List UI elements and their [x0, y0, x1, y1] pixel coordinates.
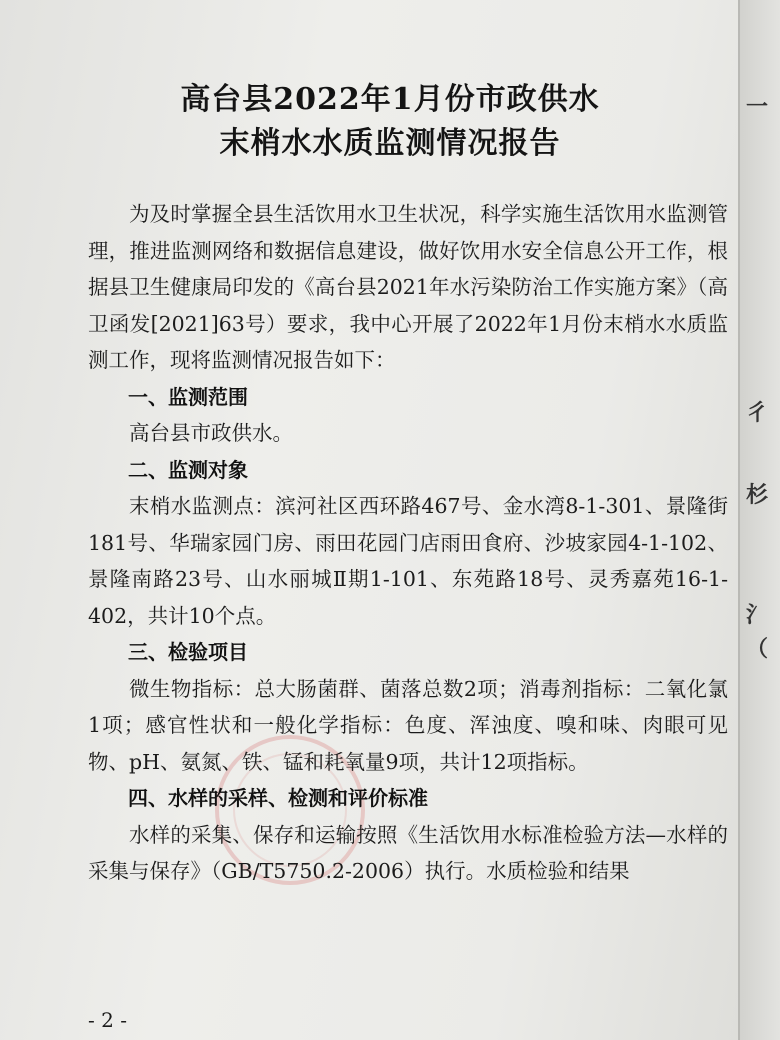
section-heading: 一、监测范围	[128, 384, 248, 409]
report-title-line1: 高台县2022年1月份市政供水	[180, 82, 600, 117]
body-paragraph: 高台县市政供水。	[129, 421, 293, 445]
adjacent-fragment: 杉	[746, 482, 769, 508]
report-body	[88, 196, 728, 890]
adjacent-fragment: （	[746, 636, 769, 662]
page-number: - 2 -	[88, 1008, 127, 1032]
body-paragraph: 水样的采集、保存和运输按照《生活饮用水标准检验方法—水样的采集与保存》（GB/T5750.2-2006）执行。水质检验和结果	[88, 822, 728, 883]
intro-paragraph: 为及时掌握全县生活饮用水卫生状况，科学实施生活饮用水监测管理，推进监测网络和数据信息建设，做好饮用水安全信息公开工作，根据县卫生健康局印发的《高台县2021年水污染防治工作实施方案》（高卫函发[2021]63号）要求，我中心开展了2022年1月份末梢水水质监测工作，现将监测情况报告如下：	[88, 202, 728, 372]
adjacent-fragment: 氵	[746, 602, 769, 628]
body-paragraph: 末梢水监测点：滨河社区西环路467号、金水湾8-1-301、景隆街181号、华瑞家园门房、雨田花园门店雨田食府、沙坡家园4-1-102、景隆南路23号、山水丽城Ⅱ期1-101、东苑路18号、灵秀嘉苑16-1-402，共计10个点。	[88, 494, 728, 628]
report-title-line2: 末梢水水质监测情况报告	[219, 126, 561, 161]
body-paragraph: 微生物指标：总大肠菌群、菌落总数2项；消毒剂指标：二氧化氯1项；感官性状和一般化学指标：色度、浑浊度、嗅和味、肉眼可见物、pH、氨氮、铁、锰和耗氧量9项，共计12项指标。	[88, 676, 728, 774]
section-heading: 三、检验项目	[128, 640, 248, 664]
adjacent-fragment: 彳	[746, 400, 769, 426]
adjacent-fragment: 一	[746, 94, 769, 120]
section-heading: 二、监测对象	[128, 457, 248, 482]
section-heading: 四、水样的采样、检测和评价标准	[128, 786, 428, 810]
